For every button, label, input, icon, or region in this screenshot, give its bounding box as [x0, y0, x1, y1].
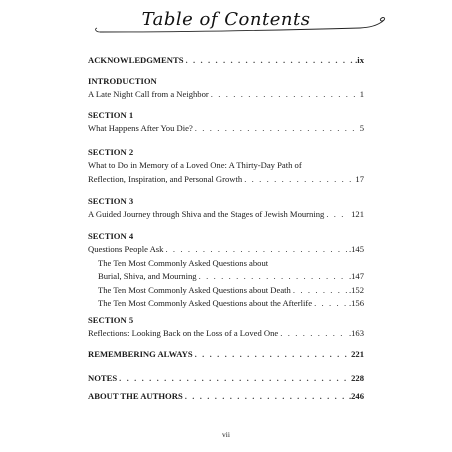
toc-entry: [88, 390, 364, 404]
toc-subentry-line: [88, 257, 364, 271]
toc-subentry: [88, 297, 364, 311]
entry-page: 1: [359, 89, 364, 99]
toc-acknowledgments: [88, 54, 364, 68]
entry-title: The Ten Most Commonly Asked Questions about Death: [98, 284, 291, 295]
toc-remembering-always: [88, 348, 364, 362]
toc-section-2: [88, 146, 364, 186]
toc-entry: [88, 122, 364, 136]
toc-section-5: [88, 314, 364, 341]
entry-page: .147: [348, 271, 364, 281]
entry-page: 17: [355, 173, 364, 184]
dot-leader: [195, 348, 349, 362]
toc-section-4: [88, 230, 364, 311]
toc-about-the-authors: [88, 390, 364, 404]
entry-title: Burial, Shiva, and Mourning: [98, 271, 197, 281]
toc-notes: [88, 372, 364, 386]
toc-subentry: [88, 284, 364, 298]
toc-entry: [88, 243, 364, 257]
toc-entry: [88, 348, 364, 362]
toc-entry: [88, 372, 364, 386]
dot-leader: [199, 270, 347, 284]
toc-entry: [88, 54, 364, 68]
entry-title: The Ten Most Commonly Asked Questions about: [98, 257, 269, 268]
toc-entry: [88, 208, 364, 222]
toc-introduction: [88, 75, 364, 102]
entry-page: 228: [351, 373, 364, 383]
section-heading: SECTION 1: [88, 110, 134, 120]
dot-leader: [165, 243, 347, 257]
dot-leader: [119, 372, 349, 386]
entry-title: What to Do in Memory of a Loved One: A Thirty-Day Path of: [88, 160, 302, 170]
entry-title: A Guided Journey through Shiva and the Stages of Jewish Mourning: [88, 209, 325, 219]
entry-title: Questions People Ask: [88, 244, 164, 254]
toc-section-1: [88, 109, 364, 136]
entry-page: 121: [351, 209, 364, 219]
dot-leader: [280, 327, 347, 341]
entry-title: NOTES: [88, 373, 118, 383]
toc-entry: [88, 88, 364, 102]
entry-title: What Happens After You Die?: [88, 123, 193, 133]
toc-section-3: [88, 195, 364, 222]
page-header: [0, 4, 452, 38]
entry-title: REMEMBERING ALWAYS: [88, 349, 193, 359]
entry-title: Reflections: Looking Back on the Loss of a Loved One: [88, 328, 279, 338]
dot-leader: [185, 390, 347, 404]
entry-page: 221: [351, 349, 364, 359]
entry-page: .163: [348, 328, 364, 338]
entry-page: .145: [348, 244, 364, 254]
dot-leader: [186, 54, 354, 68]
section-heading: SECTION 2: [88, 147, 134, 157]
section-heading: SECTION 5: [88, 315, 134, 325]
entry-title: ABOUT THE AUTHORS: [88, 391, 183, 401]
toc-entry: [88, 327, 364, 341]
dot-leader: [314, 297, 347, 311]
entry-title: The Ten Most Commonly Asked Questions about the Afterlife: [98, 298, 313, 308]
section-heading: SECTION 3: [88, 196, 134, 206]
entry-page: .ix: [355, 55, 364, 65]
entry-page: .152: [348, 284, 364, 295]
entry-page: .246: [348, 391, 364, 401]
entry-title: Reflection, Inspiration, and Personal Growth: [88, 173, 243, 184]
page-number: vii: [222, 430, 230, 439]
entry-title: ACKNOWLEDGMENTS: [88, 55, 184, 65]
dot-leader: [244, 173, 353, 187]
dot-leader: [195, 122, 358, 136]
entry-page: 5: [359, 123, 364, 133]
entry-page: .156: [348, 298, 364, 308]
page-title: Table of Contents: [141, 9, 311, 30]
dot-leader: [211, 88, 358, 102]
section-heading: SECTION 4: [88, 231, 134, 241]
toc-entry: [88, 173, 364, 187]
dot-leader: [326, 208, 349, 222]
toc-entry-line: [88, 159, 364, 173]
section-heading: INTRODUCTION: [88, 76, 157, 86]
dot-leader: [293, 284, 347, 298]
entry-title: A Late Night Call from a Neighbor: [88, 89, 209, 99]
toc-subentry: [88, 270, 364, 284]
